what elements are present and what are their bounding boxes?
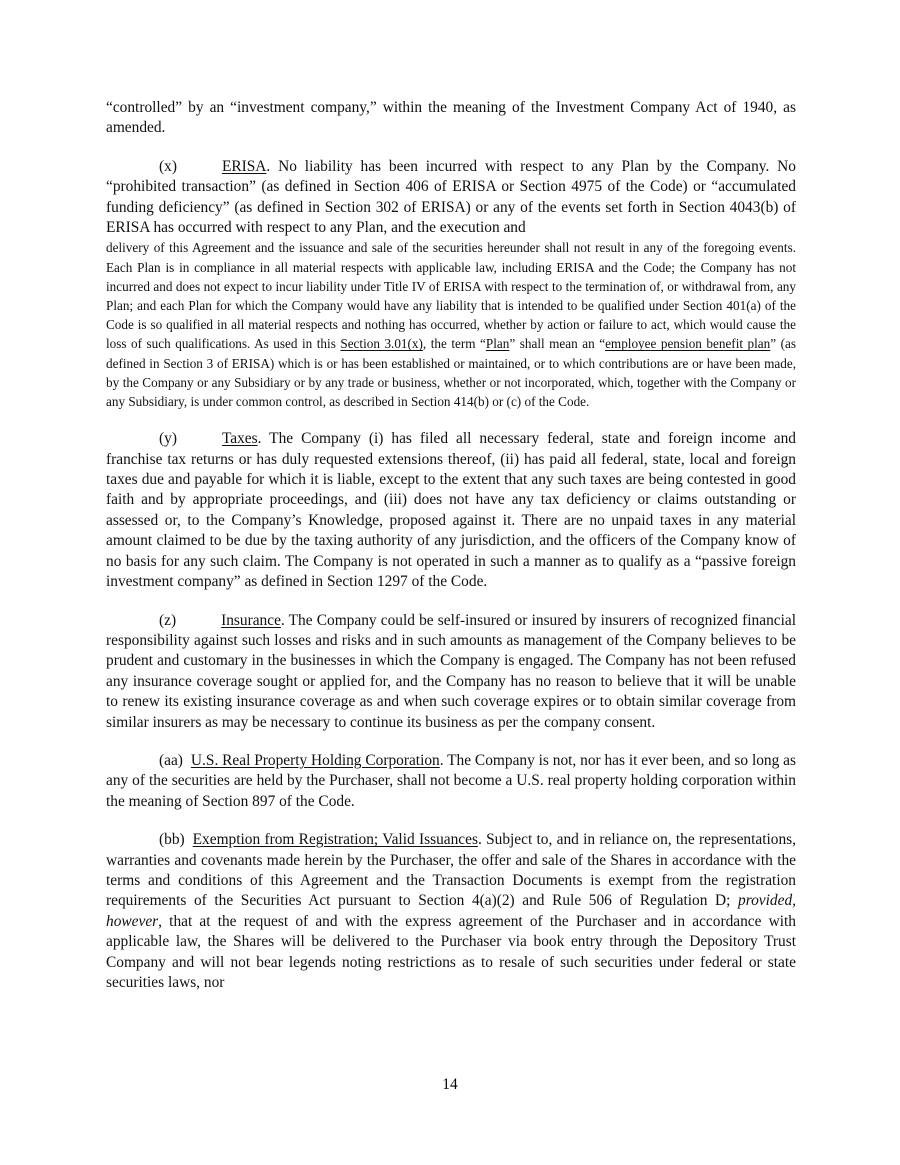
section-y-heading: Taxes: [221, 430, 258, 448]
section-bb-text-b: , that at the request of and with the express agreement of the Purchaser and in accordance with applicable law, the Shares will be delivered to the Purchaser via book entry through the Depository Trust Company and will not bear legends noting restrictions as to resale of such securities under federal or state securities laws, nor: [106, 912, 796, 992]
section-aa-text: . The Company is not, nor has it ever been, and so long as any of the securities are held by the Purchaser, shall not become a U.S. real property holding corporation within the meaning of Section 897 of the Code.: [106, 751, 796, 810]
section-x-text-d: ” shall mean an “: [509, 336, 606, 352]
section-y-marker: (y): [159, 430, 177, 448]
section-x-text-e: ” (as defined in Section 3 of ERISA) which is or has been established or maintained, or to which contributions are or have been made, by the Company or any Subsidiary or by any trade or business, whether or not incorporated, which, together with the Company or any Subsidiary, is under common control, as described in Section 414(b) or (c) of the Code.: [106, 336, 797, 410]
section-z-heading: Insurance: [221, 611, 281, 629]
section-bb-italic: provided, however: [106, 892, 796, 930]
section-bb-heading: Exemption from Registration; Valid Issuances: [192, 831, 478, 849]
section-z-marker: (z): [159, 611, 177, 629]
section-y: [106, 429, 796, 592]
section-ref-link: Section 3.01(x): [340, 336, 423, 352]
section-aa-heading: U.S. Real Property Holding Corporation: [190, 751, 440, 769]
section-aa-marker: (aa): [159, 751, 183, 769]
section-aa: [106, 751, 796, 812]
section-x-text-b: delivery of this Agreement and the issuance and sale of the securities hereunder shall not result in any of the foregoing events. Each Plan is in compliance in all material respects with applicable law, including ERISA and the Code; the Company has not incurred and does not expect to incur liability under Title IV of ERISA with respect to the termination of, or withdrawal from, any Plan; and each Plan for which the Company would have any liability that is intended to be qualified under Section 401(a) of the Code is so qualified in all material respects and nothing has occurred, whether by action or failure to act, which would cause the loss of such qualifications. As used in this: [106, 240, 796, 352]
section-x-text-c: , the term “: [422, 336, 486, 352]
section-bb: [106, 830, 796, 993]
section-bb-text-a: . Subject to, and in reliance on, the representations, warranties and covenants made herein by the Purchaser, the offer and sale of the Shares in accordance with the terms and conditions of this Agreement and the Transaction Documents is exempt from the registration requirements of the Securities Act pursuant to Section 4(a)(2) and Rule 506 of Regulation D;: [106, 831, 796, 910]
plan-term: Plan: [485, 336, 510, 352]
section-z: [106, 611, 796, 733]
employee-pension-benefit-plan-term: employee pension benefit plan: [605, 336, 771, 352]
section-x-heading: ERISA: [221, 157, 267, 175]
intro-paragraph: “controlled” by an “investment company,” within the meaning of the Investment Company Act of 1940, as amended.: [106, 99, 796, 137]
section-x-marker: (x): [159, 157, 177, 175]
section-x: [106, 157, 796, 411]
page-number: 14: [442, 1076, 458, 1093]
document-page: [106, 98, 796, 993]
section-x-text-a: . No liability has been incurred with respect to any Plan by the Company. No “prohibited transaction” (as defined in Section 406 of ERISA or Section 4975 of the Code) or “accumulated funding deficiency” (as defined in Section 302 of ERISA) or any of the events set forth in Section 4043(b) of ERISA has occurred with respect to any Plan, and the execution and: [106, 157, 796, 237]
section-y-text: . The Company (i) has filed all necessary federal, state and foreign income and franchise tax returns or has duly requested extensions thereof, (ii) has paid all federal, state, local and foreign taxes due and payable for which it is liable, except to the extent that any such taxes are being contested in good faith and by appropriate proceedings, and (iii) does not have any tax deficiency or claims outstanding or assessed or, to the Company’s Knowledge, proposed against it. There are no unpaid taxes in any material amount claimed to be due by the taxing authority of any jurisdiction, and the officers of the Company know of no basis for any such claim. The Company is not operated in such a manner as to qualify as a “passive foreign investment company” as defined in Section 1297 of the Code.: [106, 430, 796, 591]
section-bb-marker: (bb): [159, 831, 185, 849]
section-z-text: . The Company could be self-insured or insured by insurers of recognized financial responsibility against such losses and risks and in such amounts as management of the Company believes to be prudent and customary in the businesses in which the Company is engaged. The Company has not been refused any insurance coverage sought or applied for, and the Company has no reason to believe that it will be unable to renew its existing insurance coverage as and when such coverage expires or to obtain similar coverage from similar insurers as may be necessary to continue its business as per the company consent.: [106, 611, 796, 731]
